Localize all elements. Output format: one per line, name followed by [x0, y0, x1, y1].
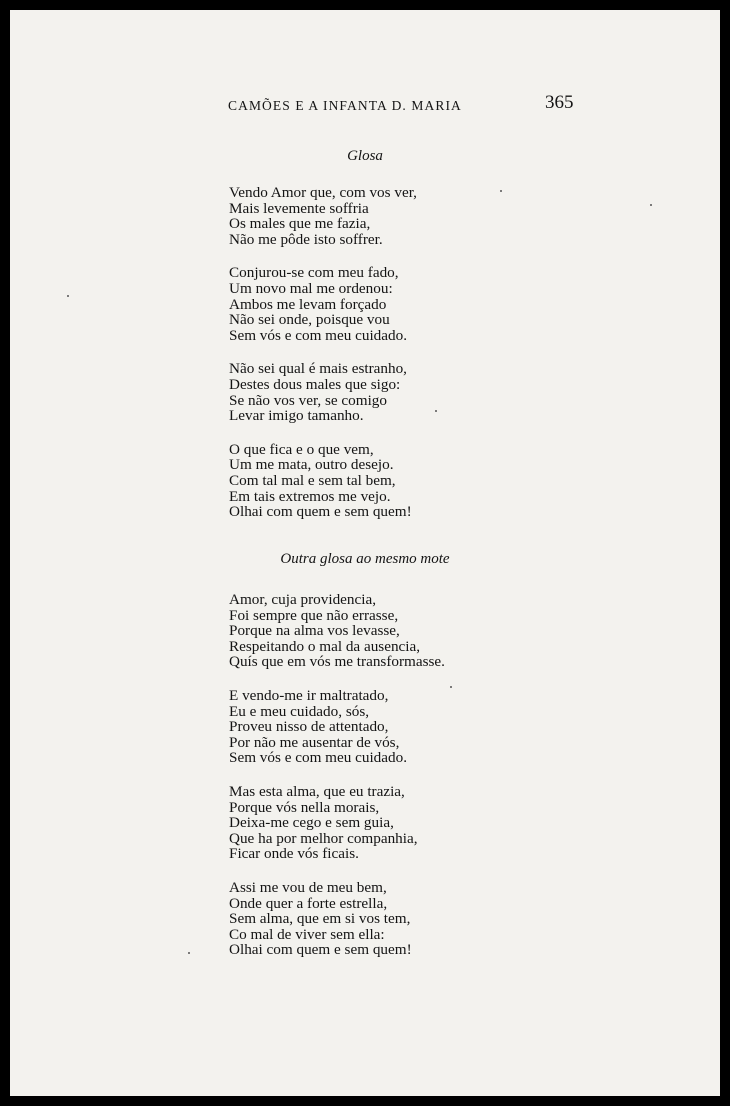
- poem-line: E vendo-me ir maltratado,: [229, 686, 389, 704]
- poem-line: Quís que em vós me transformasse.: [229, 653, 445, 671]
- poem-line: Os males que me fazia,: [229, 215, 371, 233]
- poem-line: Levar imigo tamanho.: [229, 407, 364, 425]
- paper-speck: [450, 686, 452, 688]
- poem-line: Não sei qual é mais estranho,: [229, 360, 407, 378]
- poem-line: Se não vos ver, se comigo: [229, 391, 387, 409]
- poem-line: Vendo Amor que, com vos ver,: [229, 184, 417, 201]
- poem-line: Porque vós nella morais,: [229, 798, 380, 816]
- stanza: [229, 265, 689, 343]
- poem-line: Ambos me levam forçado: [229, 295, 387, 313]
- poem-line: O que fica e o que vem,: [229, 440, 374, 458]
- poem-line: Ficar onde vós ficais.: [229, 845, 359, 863]
- poem-line: Sem alma, que em si vos tem,: [229, 910, 411, 928]
- poem-line: Por não me ausentar de vós,: [229, 733, 400, 751]
- poem-line: Deixa-me cego e sem guia,: [229, 814, 394, 832]
- poem-line: Onde quer a forte estrella,: [229, 894, 388, 912]
- book-page: [10, 10, 720, 1096]
- paper-speck: [67, 295, 69, 297]
- poem-line: Porque na alma vos levasse,: [229, 622, 400, 640]
- poem-line: Proveu nisso de attentado,: [229, 718, 389, 736]
- poem-line: Mais levemente soffria: [229, 199, 369, 217]
- poem-line: Co mal de viver sem ella:: [229, 925, 385, 943]
- poem-line: Em tais extremos me vejo.: [229, 487, 391, 505]
- paper-speck: [500, 190, 502, 192]
- poem-line: Olhai com quem e sem quem!: [229, 941, 412, 959]
- stanza: [229, 592, 689, 670]
- poem-line: Eu e meu cuidado, sós,: [229, 702, 370, 720]
- poem-line: Destes dous males que sigo:: [229, 375, 401, 393]
- poem-line: Que ha por melhor companhia,: [229, 829, 418, 847]
- stanza: [229, 185, 689, 247]
- stanza: [229, 784, 689, 862]
- poem-line: Com tal mal e sem tal bem,: [229, 471, 396, 489]
- poem-line: Olhai com quem e sem quem!: [229, 503, 412, 521]
- poem-line: Não sei onde, poisque vou: [229, 311, 390, 329]
- paper-speck: [188, 952, 190, 954]
- stanza: [229, 880, 689, 958]
- poem-line: Conjurou-se com meu fado,: [229, 264, 399, 282]
- running-title: CAMÕES E A INFANTA D. MARIA: [228, 98, 462, 113]
- poem-line: Sem vós e com meu cuidado.: [229, 326, 407, 344]
- poem-glosa: [229, 185, 689, 538]
- poem-line: Não me pôde isto soffrer.: [229, 230, 383, 248]
- page-header: [10, 88, 720, 118]
- stanza: [229, 361, 689, 423]
- poem-line: Sem vós e com meu cuidado.: [229, 749, 407, 767]
- stanza: [229, 442, 689, 520]
- poem-line: Foi sempre que não errasse,: [229, 606, 399, 624]
- page-number: 365: [545, 92, 574, 113]
- poem-line: Um me mata, outro desejo.: [229, 456, 394, 474]
- paper-speck: [435, 410, 437, 412]
- section-title-outra-glosa: Outra glosa ao mesmo mote: [280, 551, 450, 567]
- poem-line: Respeitando o mal da ausencia,: [229, 637, 421, 655]
- poem-line: Assi me vou de meu bem,: [229, 878, 387, 896]
- section-title-glosa: Glosa: [347, 148, 383, 164]
- poem-line: Amor, cuja providencia,: [229, 591, 376, 608]
- paper-speck: [650, 204, 652, 206]
- poem-line: Mas esta alma, que eu trazia,: [229, 782, 405, 800]
- poem-outra-glosa: [229, 592, 689, 976]
- poem-line: Um novo mal me ordenou:: [229, 279, 393, 297]
- stanza: [229, 688, 689, 766]
